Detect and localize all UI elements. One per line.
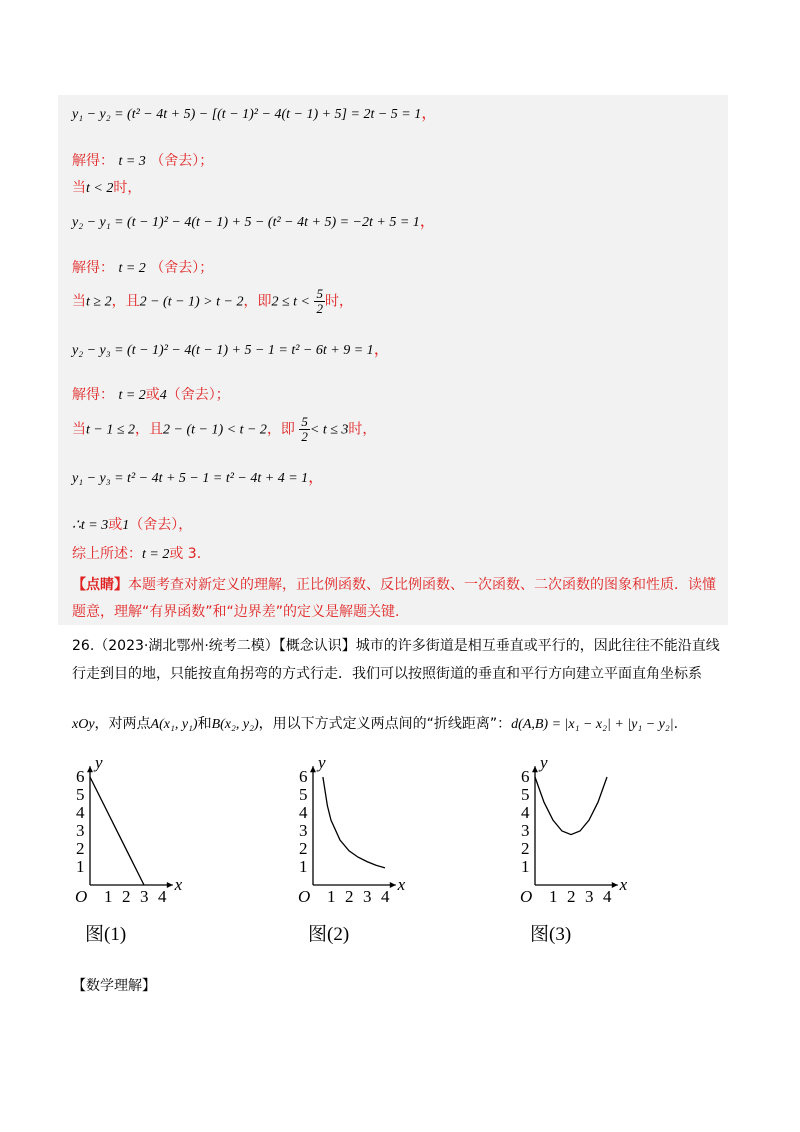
origin-label: O — [75, 887, 88, 906]
x-tick-label: 2 — [567, 887, 576, 906]
y-tick-label: 2 — [76, 839, 85, 858]
case-3-condition-1: t ≥ 2 — [86, 294, 112, 310]
solve-1-value: t = 3 — [118, 154, 146, 169]
figure-caption: 图(1) — [85, 924, 127, 945]
x-tick-label: 1 — [104, 887, 113, 906]
x-axis-label: x — [174, 875, 183, 894]
solution-line-1 — [72, 100, 437, 123]
y-axis-arrow — [87, 766, 93, 772]
case-4-mid-2: ，即 — [266, 421, 295, 438]
solution-line-12 — [72, 543, 201, 563]
x-tick-label: 4 — [158, 887, 167, 906]
question-block — [72, 632, 732, 688]
solution-line-3 — [72, 177, 141, 197]
case-4-mid: ，且 — [135, 421, 164, 438]
and-word: 和 — [197, 716, 212, 732]
x-tick-label: 3 — [585, 887, 594, 906]
x-tick-label: 2 — [122, 887, 131, 906]
solution-line-2 — [72, 150, 213, 170]
function-curve — [90, 777, 144, 885]
equation-1-tail: ， — [421, 103, 438, 122]
solution-line-5 — [72, 257, 213, 277]
solve-3-mid: 或 — [145, 387, 160, 403]
solve-3-label: 解得： — [72, 387, 114, 403]
x-tick-label: 2 — [345, 887, 354, 906]
formula-tail: . — [673, 716, 679, 732]
solve-1-label: 解得： — [72, 153, 114, 169]
solution-line-7 — [72, 336, 390, 359]
y-tick-label: 1 — [76, 857, 85, 876]
graph-figure-3 — [505, 748, 655, 948]
x-tick-label: 3 — [140, 887, 149, 906]
question-text-2: ，对两点 — [94, 716, 151, 732]
x-axis-arrow — [167, 882, 173, 888]
x-axis-label: x — [619, 875, 628, 894]
solve-2-note: （舍去）； — [150, 260, 214, 276]
case-3-condition-2: 2 − (t − 1) > t − 2 — [139, 294, 244, 310]
solution-line-4 — [72, 208, 436, 231]
equation-1: y₁ − y₂ = (t² − 4t + 5) − [(t − 1)² − 4(t − 1) + 5] = 2t − 5 = 1 — [72, 107, 422, 122]
y-tick-label: 6 — [521, 767, 530, 786]
figure-caption: 图(3) — [530, 924, 572, 945]
x-axis-arrow — [390, 882, 396, 888]
y-tick-label: 1 — [299, 857, 308, 876]
function-curve — [323, 777, 385, 868]
y-tick-label: 1 — [521, 857, 530, 876]
function-curve — [535, 777, 607, 835]
case-4-fraction — [299, 415, 310, 444]
case-3-fraction — [314, 287, 325, 316]
solution-line-11 — [72, 514, 192, 534]
case-2-suffix: 时， — [113, 180, 142, 196]
case-3-fraction-numerator: 5 — [316, 286, 323, 301]
case-3-mid-2: ，即 — [243, 293, 272, 310]
summary-label: 综上所述： — [72, 546, 142, 562]
x-tick-label: 1 — [549, 887, 558, 906]
solution-line-8 — [72, 384, 230, 404]
therefore-mid: 或 — [108, 517, 123, 533]
y-axis-label: y — [540, 753, 548, 772]
therefore-value: t = 3 — [80, 518, 109, 533]
y-tick-label: 6 — [299, 767, 308, 786]
equation-4: y₁ − y₃ = t² − 4t + 5 − 1 = t² − 4t + 4 = 1 — [72, 471, 309, 486]
point-b: B(x₂, y₂) — [211, 717, 259, 732]
y-tick-label: 2 — [299, 839, 308, 858]
case-4-fraction-numerator: 5 — [301, 414, 308, 429]
question-definition-line — [72, 710, 732, 739]
solve-2-value: t = 2 — [118, 261, 146, 276]
question-tag: 【概念认识】 — [278, 638, 356, 654]
solve-3-value-2: 4 — [159, 388, 167, 403]
solution-line-6 — [72, 287, 353, 316]
equation-3-tail: ， — [373, 339, 390, 358]
graph-figure-2 — [283, 748, 433, 948]
summary-value: t = 2 — [142, 547, 170, 562]
distance-formula: d(A,B) = |x₁ − x₂| + |y₁ − y₂| — [511, 717, 674, 732]
summary-tail: 或 3. — [169, 546, 202, 562]
case-3-mid: ，且 — [111, 293, 140, 310]
point-a: A(x₁, y₁) — [150, 717, 198, 732]
y-tick-label: 5 — [76, 785, 85, 804]
case-2-prefix: 当 — [72, 180, 86, 196]
y-tick-label: 5 — [299, 785, 308, 804]
y-tick-label: 3 — [76, 821, 85, 840]
solve-2-label: 解得： — [72, 260, 114, 276]
case-4-condition-2: 2 − (t − 1) < t − 2 — [163, 422, 267, 438]
y-tick-label: 4 — [76, 803, 85, 822]
comment-label: 【点睛】 — [72, 577, 128, 593]
y-axis-label: y — [95, 753, 103, 772]
y-tick-label: 3 — [521, 821, 530, 840]
equation-3: y₂ − y₃ = (t − 1)² − 4(t − 1) + 5 − 1 = t² − 6t + 9 = 1 — [72, 343, 374, 358]
origin-label: O — [298, 887, 311, 906]
case-4-condition-1: t − 1 ≤ 2 — [86, 422, 136, 438]
figure-caption: 图(2) — [308, 924, 350, 945]
question-text-1: 城市的许多街道是相互垂直或平行的，因此往往不能沿直线行走到目的地，只能按直角拐弯的方式行走．我们可以按照街道的垂直和平行方向建立平面直角坐标系 — [72, 638, 720, 682]
x-tick-label: 4 — [603, 887, 612, 906]
x-axis-label: x — [397, 875, 406, 894]
y-axis-arrow — [532, 766, 538, 772]
therefore-symbol: ∴ — [72, 518, 81, 533]
x-tick-label: 3 — [363, 887, 372, 906]
graph-figure-1 — [60, 748, 210, 948]
y-tick-label: 4 — [521, 803, 530, 822]
y-tick-label: 3 — [299, 821, 308, 840]
question-text-3: ，用以下方式定义两点间的“折线距离”： — [258, 716, 512, 732]
case-2-condition: t < 2 — [86, 181, 114, 196]
case-3-fraction-denominator: 2 — [316, 301, 323, 316]
comment-block — [72, 572, 722, 626]
equation-2: y₂ − y₁ = (t − 1)² − 4(t − 1) + 5 − (t² − 4t + 5) = −2t + 5 = 1 — [72, 215, 420, 230]
x-tick-label: 4 — [381, 887, 390, 906]
case-3-suffix: 时， — [324, 293, 353, 310]
section-label: 【数学理解】 — [72, 978, 156, 994]
case-4-suffix: 时， — [348, 421, 377, 438]
case-3-range-left: 2 ≤ t < — [271, 294, 311, 310]
case-4-fraction-denominator: 2 — [301, 429, 308, 444]
case-4-prefix: 当 — [72, 421, 86, 438]
y-tick-label: 2 — [521, 839, 530, 858]
y-tick-label: 4 — [299, 803, 308, 822]
solve-1-note: （舍去）； — [150, 153, 214, 169]
therefore-note: （舍去）， — [129, 517, 193, 533]
x-tick-label: 1 — [327, 887, 336, 906]
solution-line-9 — [72, 415, 376, 444]
solve-3-value: t = 2 — [118, 388, 146, 403]
equation-2-tail: ， — [419, 211, 436, 230]
solution-line-10 — [72, 464, 324, 487]
therefore-value-2: 1 — [122, 518, 130, 533]
y-tick-label: 5 — [521, 785, 530, 804]
comment-text: 本题考查对新定义的理解，正比例函数、反比例函数、一次函数、二次函数的图象和性质．读懂题意，理解“有界函数”和“边界差”的定义是解题关键. — [72, 577, 716, 620]
y-tick-label: 6 — [76, 767, 85, 786]
solve-3-note: （舍去）； — [166, 387, 230, 403]
y-axis-arrow — [310, 766, 316, 772]
y-axis-label: y — [318, 753, 326, 772]
question-number: 26. — [72, 638, 95, 654]
coord-system-name: xOy — [72, 717, 95, 732]
case-4-range-right: < t ≤ 3 — [309, 422, 349, 438]
equation-4-tail: ， — [308, 467, 325, 486]
origin-label: O — [520, 887, 533, 906]
question-source: （2023·湖北鄂州·统考二模） — [94, 638, 279, 654]
case-3-prefix: 当 — [72, 293, 86, 310]
x-axis-arrow — [612, 882, 618, 888]
